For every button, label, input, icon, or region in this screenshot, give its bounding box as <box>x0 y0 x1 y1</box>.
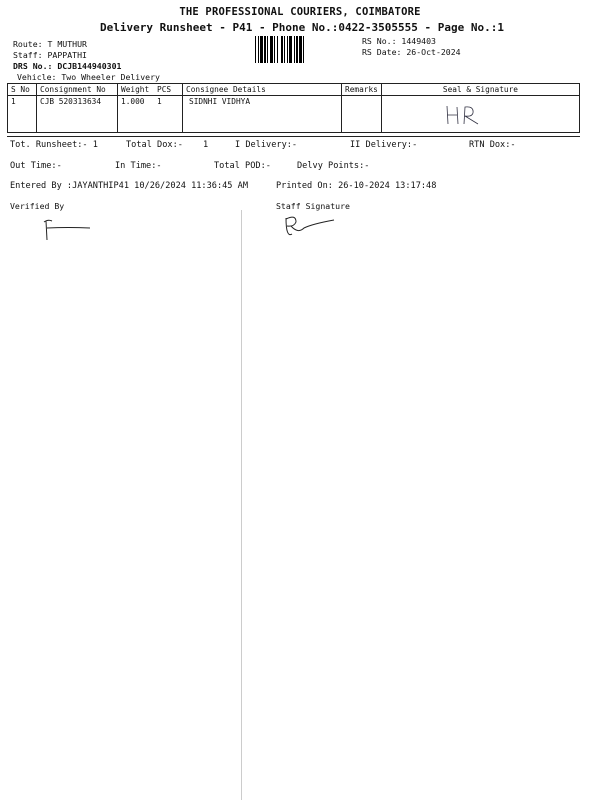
cell-seal <box>381 96 579 133</box>
i-delivery: I Delivery:- <box>235 140 298 150</box>
rs-number: RS No.: 1449403 <box>362 36 436 46</box>
cell-weight: 1.000 <box>118 96 155 133</box>
total-dox-value: 1 <box>203 140 209 150</box>
consignment-table <box>7 83 580 133</box>
vehicle-label: Vehicle: Two Wheeler Delivery <box>17 72 160 82</box>
ii-delivery: II Delivery:- <box>350 140 418 150</box>
rs-date: RS Date: 26-Oct-2024 <box>362 47 461 57</box>
printed-on: Printed On: 26-10-2024 13:17:48 <box>276 181 437 191</box>
staff-label: Staff: PAPPATHI <box>13 50 87 60</box>
table-bottom-rule <box>7 136 580 137</box>
in-time: In Time:- <box>115 161 162 171</box>
verifier-signature <box>38 216 98 244</box>
cell-consignment: CJB 520313634 <box>37 96 118 133</box>
barcode <box>255 36 359 63</box>
cell-remarks <box>342 96 382 133</box>
runsheet-subtitle: Delivery Runsheet - P41 - Phone No.:0422-3505555 - Page No.:1 <box>100 21 504 34</box>
table-header-row <box>8 84 580 96</box>
entered-by: Entered By :JAYANTHIP41 10/26/2024 11:36:45 AM <box>10 181 248 191</box>
col-consignment: Consignment No <box>37 84 118 96</box>
verified-by-label: Verified By <box>10 201 65 211</box>
cell-sno: 1 <box>8 96 37 133</box>
tot-runsheet-value: 1 <box>92 140 98 150</box>
total-dox-label: Total Dox:- <box>126 140 183 150</box>
cell-consignee: SIDNHI VIDHYA <box>183 96 342 133</box>
col-pcs: PCS <box>154 84 183 96</box>
tot-runsheet <box>10 140 98 150</box>
col-sno: S No <box>8 84 37 96</box>
handwritten-initials <box>444 104 484 126</box>
cell-pcs: 1 <box>154 96 183 133</box>
table-row <box>8 96 580 133</box>
staff-signature-label: Staff Signature <box>276 201 350 211</box>
route-label: Route: T MUTHUR <box>13 39 87 49</box>
center-fold-line <box>241 210 242 800</box>
drs-number: DRS No.: DCJB144940301 <box>13 61 122 71</box>
company-title: THE PROFESSIONAL COURIERS, COIMBATORE <box>179 6 421 18</box>
delvy-points: Delvy Points:- <box>297 161 370 171</box>
col-weight: Weight <box>118 84 155 96</box>
rtn-dox: RTN Dox:- <box>469 140 516 150</box>
staff-signature <box>282 212 342 240</box>
out-time: Out Time:- <box>10 161 62 171</box>
tot-runsheet-label: Tot. Runsheet:- <box>10 140 88 150</box>
col-seal-signature: Seal & Signature <box>381 84 579 96</box>
col-remarks: Remarks <box>342 84 382 96</box>
col-consignee: Consignee Details <box>183 84 342 96</box>
total-pod: Total POD:- <box>214 161 271 171</box>
